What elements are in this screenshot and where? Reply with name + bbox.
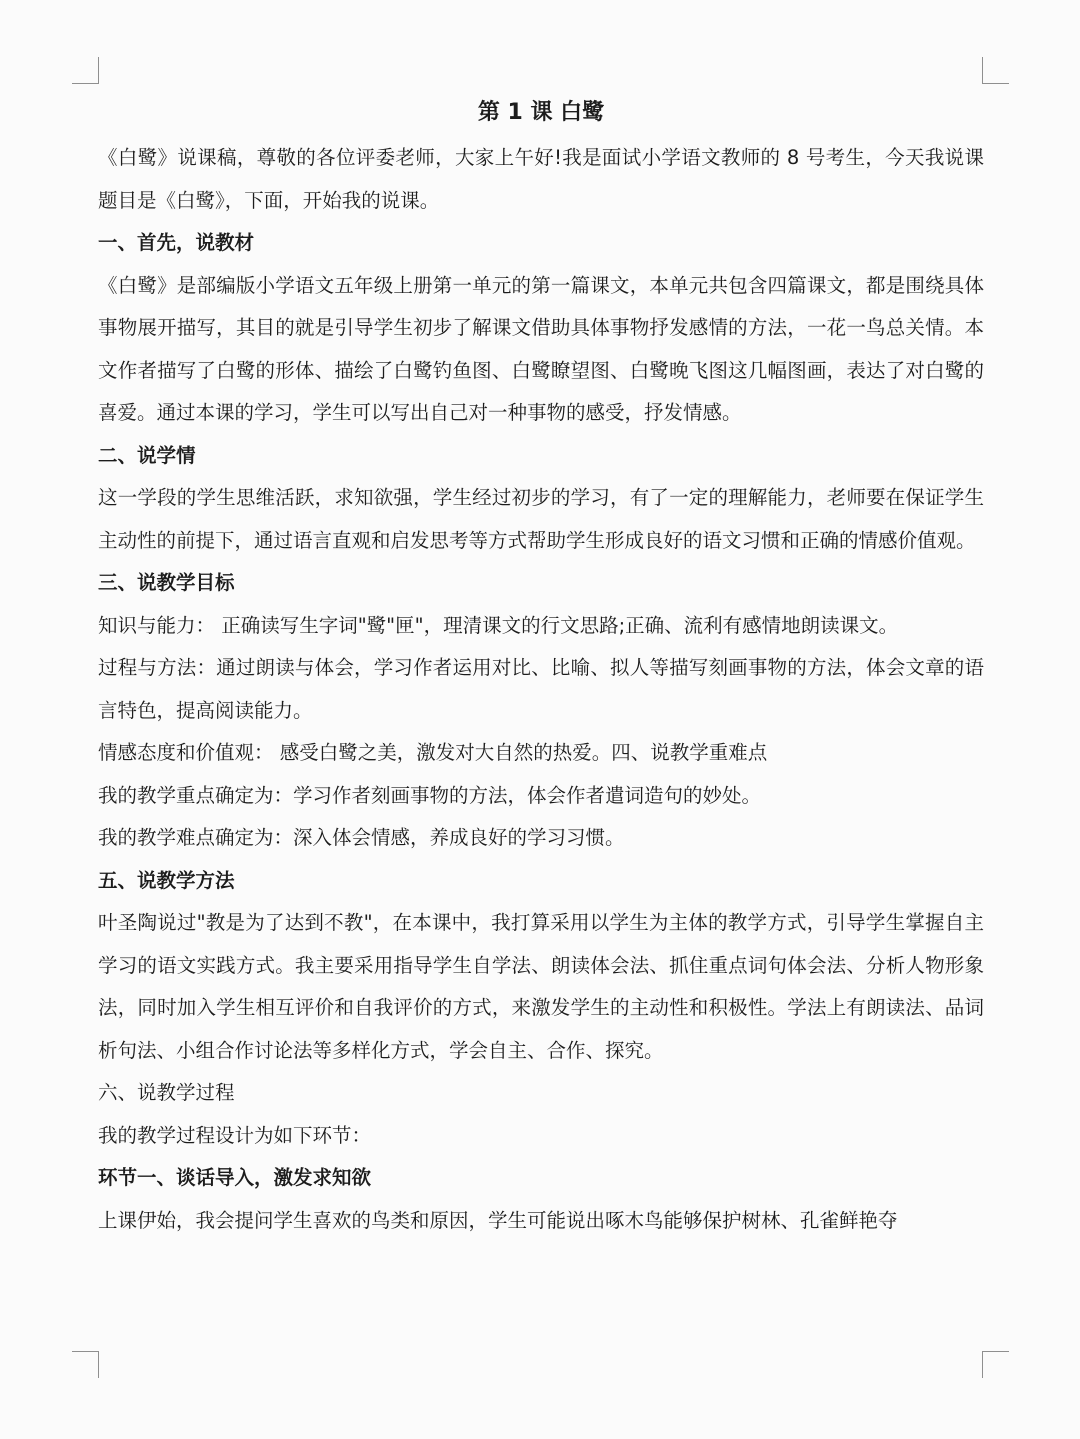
- step-one-heading: 环节一、谈话导入，激发求知欲: [98, 1166, 372, 1189]
- methods-paragraph: 叶圣陶说过"教是为了达到不教"，在本课中，我打算采用以学生为主体的教学方式，引导学生掌握自主学习的语文实践方式。我主要采用指导学生自学法、朗读体会法、抓住重点词句体会法、分析人物形象法，同时加入学生相互评价和自我评价的方式，来激发学生的主动性和积极性。学法上有朗读法、品词析句法、小组合作讨论法等多样化方式，学会自主、合作、探究。: [98, 911, 984, 1062]
- page-title: 第 1 课 白鹭: [477, 100, 605, 125]
- document-body: [98, 93, 984, 1242]
- goal-knowledge: 知识与能力： 正确读写生字词"鹭"匣"，理清课文的行文思路;正确、流利有感情地朗读课文。: [98, 613, 899, 637]
- goal-process: 过程与方法：通过朗读与体会，学习作者运用对比、比喻、拟人等描写刻画事物的方法，体会文章的语言特色，提高阅读能力。: [98, 656, 984, 722]
- key-point: 我的教学重点确定为：学习作者刻画事物的方法，体会作者遣词造句的妙处。: [98, 783, 762, 807]
- section-heading-materials: 一、首先，说教材: [98, 231, 255, 254]
- step-one-paragraph: 上课伊始，我会提问学生喜欢的鸟类和原因，学生可能说出啄木鸟能够保护树林、孔雀鲜艳夺: [98, 1208, 898, 1232]
- section-heading-methods: 五、说教学方法: [98, 868, 235, 892]
- intro-paragraph: 《白鹭》说课稿，尊敬的各位评委老师，大家上午好!我是面试小学语文教师的 8 号考生，今天我说课题目是《白鹭》，下面，开始我的说课。: [98, 146, 984, 212]
- section-heading-process: 六、说教学过程: [98, 1081, 235, 1104]
- materials-paragraph: 《白鹭》是部编版小学语文五年级上册第一单元的第一篇课文，本单元共包含四篇课文，都是围绕具体事物展开描写，其目的就是引导学生初步了解课文借助具体事物抒发感情的方法，一花一鸟总关情。本文作者描写了白鹭的形体、描绘了白鹭钓鱼图、白鹭瞭望图、白鹭晚飞图这几幅图画，表达了对白鹭的喜爱。通过本课的学习，学生可以写出自己对一种事物的感受，抒发情感。: [98, 273, 984, 424]
- crop-mark-top-left: [72, 57, 99, 84]
- students-paragraph: 这一学段的学生思维活跃，求知欲强，学生经过初步的学习，有了一定的理解能力，老师要在保证学生主动性的前提下，通过语言直观和启发思考等方式帮助学生形成良好的语文习惯和正确的情感价值观。: [98, 486, 984, 552]
- section-heading-students: 二、说学情: [98, 443, 196, 467]
- section-heading-goals: 三、说教学目标: [98, 571, 235, 594]
- crop-mark-bottom-left: [72, 1351, 99, 1378]
- crop-mark-bottom-right: [982, 1351, 1009, 1378]
- goal-emotion: 情感态度和价值观： 感受白鹭之美，激发对大自然的热爱。四、说教学重难点: [98, 741, 768, 764]
- difficult-point: 我的教学难点确定为：深入体会情感，养成良好的学习习惯。: [98, 826, 625, 849]
- process-intro: 我的教学过程设计为如下环节：: [98, 1123, 372, 1147]
- crop-mark-top-right: [982, 57, 1009, 84]
